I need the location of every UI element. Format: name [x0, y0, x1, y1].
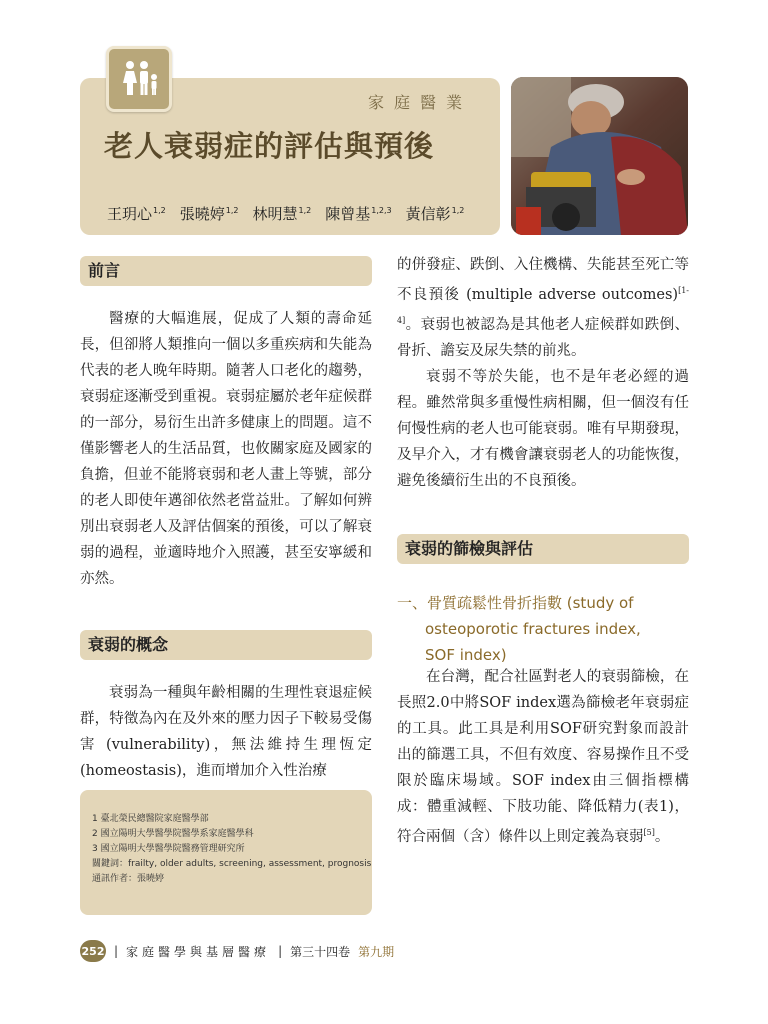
keywords: 關鍵詞：frailty, older adults, screening, assessment, prognosis	[92, 859, 372, 869]
page-number: 252	[80, 940, 106, 962]
affiliation-3: 3 國立陽明大學醫學院醫務管理研究所	[92, 844, 245, 854]
section-heading-concept: 衰弱的概念	[80, 630, 372, 660]
section-heading-screening: 衰弱的篩檢與評估	[397, 534, 689, 564]
issue: 第九期	[358, 944, 395, 959]
correspondence: 通訊作者：張曉婷	[92, 874, 165, 884]
affiliation-1: 1 臺北榮民總醫院家庭醫學部	[92, 814, 209, 824]
elderly-person-photo	[511, 77, 688, 235]
journal-name: 家庭醫學與基層醫療	[126, 944, 271, 959]
preface-body	[80, 306, 372, 592]
author: 黃信彰$^{1,2}$	[405, 205, 465, 223]
paragraph: 衰弱不等於失能，也不是年老必經的過程。雖然常與多重慢性病相關，但一個沒有任何慢性病的老人也可能衰弱。唯有早期發現，及早介入，才有機會讓衰弱老人的功能恢復，避免後續衍生出的不良預後。	[397, 369, 689, 489]
concept-body	[80, 680, 372, 784]
affiliation-2: 2 國立陽明大學醫學院醫學系家庭醫學科	[92, 829, 254, 839]
sof-body	[397, 664, 689, 850]
footnote-box	[80, 790, 372, 915]
author: 張曉婷$^{1,2}$	[179, 205, 239, 223]
family-icon	[106, 46, 172, 112]
author: 林明慧$^{1,2}$	[252, 205, 312, 223]
paragraph: 醫療的大幅進展，促成了人類的壽命延長，但卻將人類推向一個以多重疾病和失能為代表的老人晚年時期。隨著人口老化的趨勢，衰弱症逐漸受到重視。衰弱症屬於老年症候群的一部分，易衍生出許多健康上的問題。這不僅影響老人的生活品質，也攸關家庭及國家的負擔，但並不能將衰弱和老人畫上等號，部分的老人即使年邁卻依然老當益壯。了解如何辨別出衰弱老人及評估個案的預後，可以了解衰弱的過程，並適時地介入照護，甚至安寧緩和亦然。	[80, 311, 372, 587]
author: 陳曾基$^{1,2,3}$	[325, 205, 392, 223]
paragraph: 在台灣，配合社區對老人的衰弱篩檢，在長照2.0中將SOF index選為篩檢老年衰弱症的工具。此工具是利用SOF研究對象而設計出的篩選工具，不但有效度、容易操作且不受限於臨床場域。SOF index由三個指標構成：體重減輕、下肢功能、降低精力(表1)，符合兩個（含）條件以上則定義為衰弱[5]。	[397, 669, 689, 845]
section-heading-preface: 前言	[80, 256, 372, 286]
article-category: 家庭醫業	[368, 93, 473, 112]
page-footer: 252 | 家庭醫學與基層醫療 | 第三十四卷 第九期	[80, 940, 394, 962]
right-column-body	[397, 252, 689, 494]
article-title: 老人衰弱症的評估與預後	[104, 129, 435, 163]
author-list	[107, 203, 464, 224]
author: 王玥心$^{1,2}$	[107, 205, 166, 223]
paragraph: 衰弱為一種與年齡相關的生理性衰退症候群，特徵為內在及外來的壓力因子下較易受傷害 (vulnerability)，無法維持生理恆定 (homeostasis)，進而增加介入性治療	[80, 685, 372, 779]
volume: 第三十四卷	[290, 944, 351, 959]
sub-heading-sof: 一、骨質疏鬆性骨折指數 (study of osteoporotic fractures index, SOF index)	[397, 594, 641, 664]
paragraph: 的併發症、跌倒、入住機構、失能甚至死亡等不良預後 (multiple adverse outcomes)[1-4]。衰弱也被認為是其他老人症候群如跌倒、骨折、譫妄及尿失禁的前兆。	[397, 257, 689, 359]
